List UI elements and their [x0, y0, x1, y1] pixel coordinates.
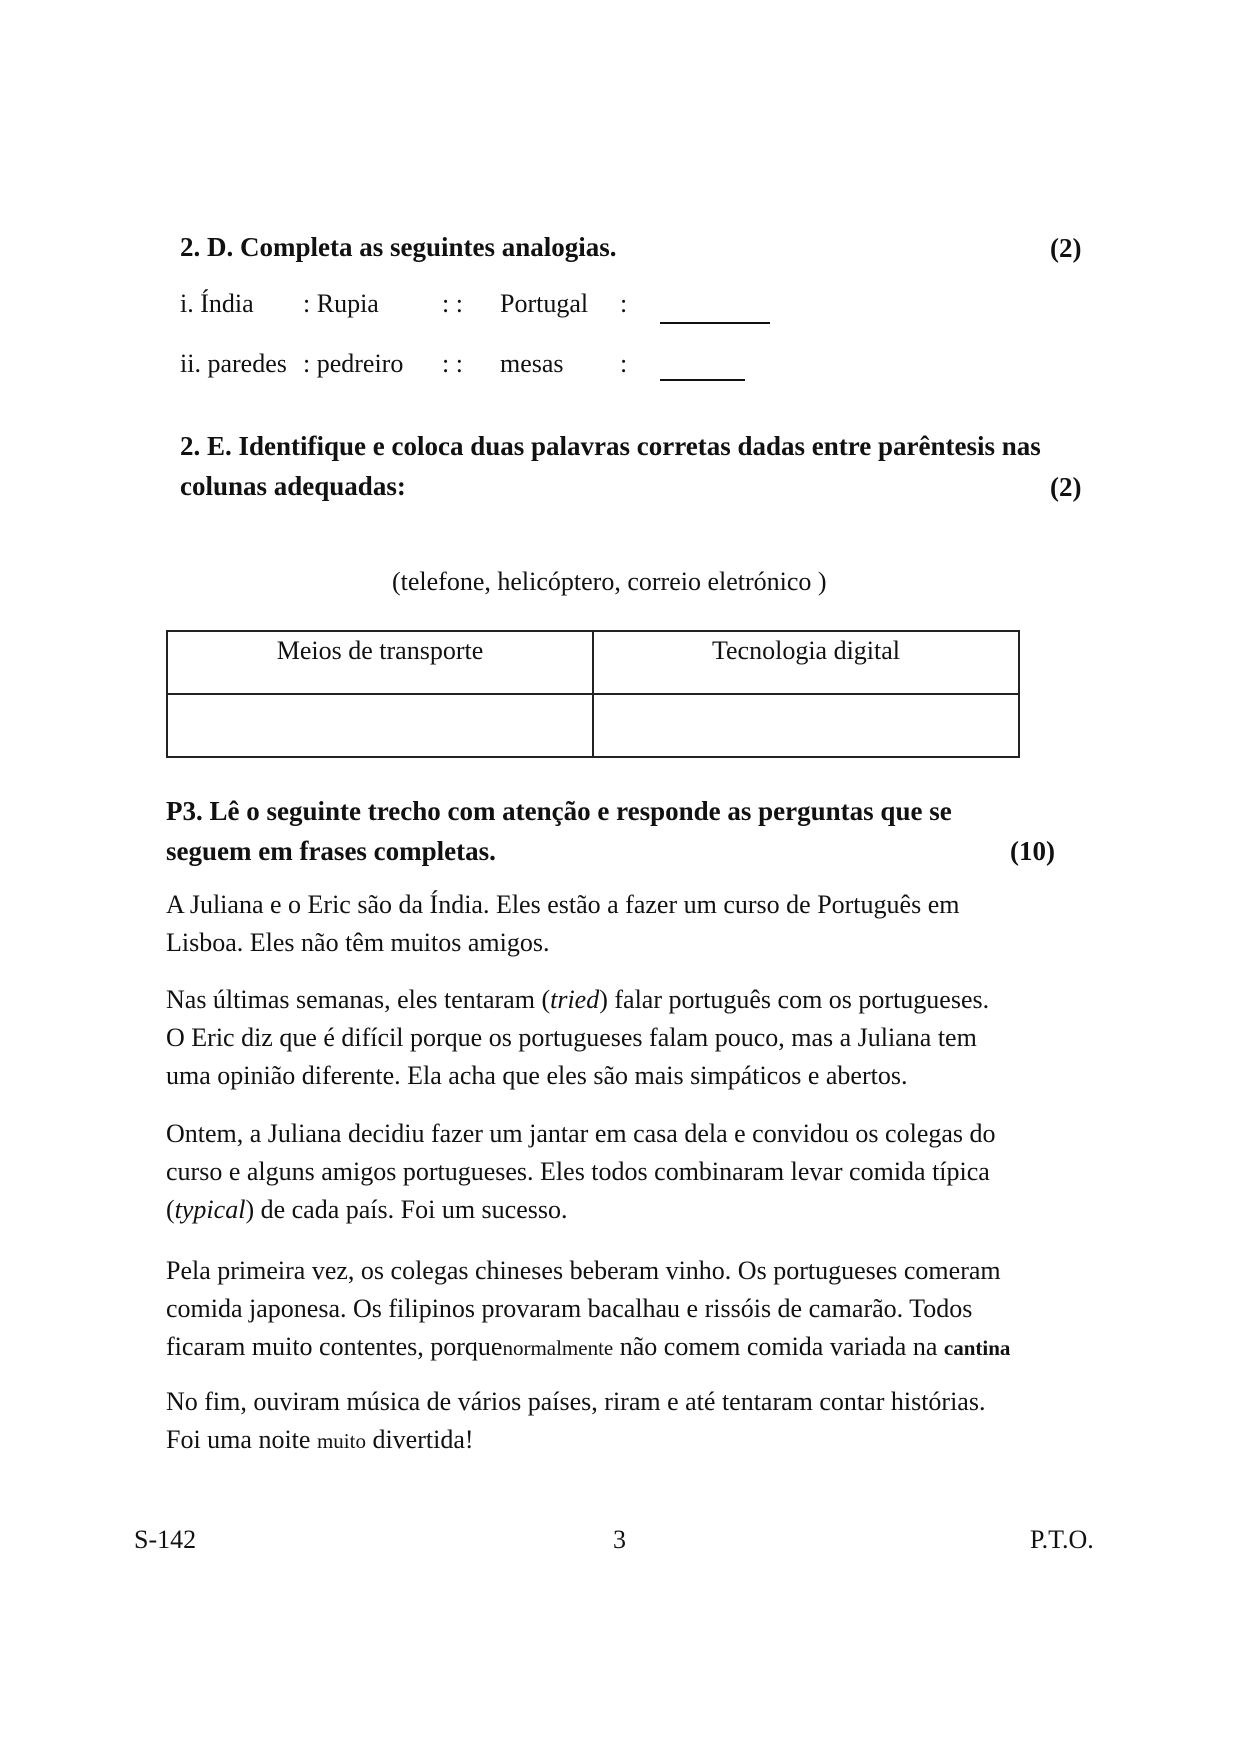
text-line: ficaram muito contentes, porquenormalmente não comem comida variada na cantina	[166, 1332, 1011, 1361]
analogy-term-b: : Rupia	[303, 289, 379, 318]
text-line: curso e alguns amigos portugueses. Eles todos combinaram levar comida típica	[166, 1157, 990, 1186]
text-line: Lisboa. Eles não têm muitos amigos.	[166, 928, 550, 957]
passage-paragraph-5	[166, 1383, 1096, 1460]
passage-paragraph-4	[166, 1252, 1086, 1367]
column-header-transport: Meios de transporte	[167, 631, 593, 694]
analogy-separator: : :	[442, 289, 463, 318]
q2e-heading-line-1: 2. E. Identifique e coloca duas palavras corretas dadas entre parêntesis nas	[180, 431, 1041, 461]
passage-paragraph-2	[166, 981, 1096, 1095]
analogy-colon: :	[620, 349, 628, 378]
text-line: O Eric diz que é difícil porque os portugueses falam pouco, mas a Juliana tem	[166, 1023, 977, 1052]
analogy-separator: : :	[442, 349, 463, 378]
q2e-heading-line-2: colunas adequadas:	[180, 471, 406, 501]
q2d-row-1	[180, 285, 254, 323]
please-turn-over: P.T.O.	[1030, 1525, 1094, 1554]
p3-heading-line-1: P3. Lê o seguinte trecho com atenção e responde as perguntas que se	[166, 796, 952, 826]
text-line: Foi uma noite muito divertida!	[166, 1425, 474, 1454]
text-line: comida japonesa. Os filipinos provaram bacalhau e rissóis de camarão. Todos	[166, 1294, 973, 1323]
answer-blank[interactable]	[660, 355, 745, 381]
q2d-marks: (2)	[1050, 233, 1082, 263]
answer-cell-digital[interactable]	[593, 694, 1019, 757]
text-line: Ontem, a Juliana decidiu fazer um jantar em casa dela e convidou os colegas do	[166, 1119, 996, 1148]
q2d-row-2	[180, 345, 287, 383]
text-line: Pela primeira vez, os colegas chineses beberam vinho. Os portugueses comeram	[166, 1256, 1001, 1285]
columns-table	[166, 630, 1020, 758]
p3-marks: (10)	[1010, 836, 1055, 866]
analogy-term-b: : pedreiro	[303, 349, 404, 378]
text-line: A Juliana e o Eric são da Índia. Eles estão a fazer um curso de Português em	[166, 890, 960, 919]
word-list: (telefone, helicóptero, correio eletrónico )	[392, 567, 827, 596]
text-line: No fim, ouviram música de vários países, riram e até tentaram contar histórias.	[166, 1387, 986, 1416]
answer-blank[interactable]	[660, 298, 770, 324]
q2d-heading: 2. D. Completa as seguintes analogias.	[180, 232, 617, 262]
analogy-term-c: mesas	[500, 349, 564, 378]
analogy-term-c: Portugal	[500, 289, 589, 318]
analogy-colon: :	[620, 289, 628, 318]
text-line: uma opinião diferente. Ela acha que eles são mais simpáticos e abertos.	[166, 1061, 908, 1090]
row-number: ii.	[180, 349, 201, 378]
analogy-term-a: paredes	[207, 349, 287, 378]
column-header-digital: Tecnologia digital	[593, 631, 1019, 694]
passage-paragraph-3	[166, 1115, 1096, 1229]
text-line: (typical) de cada país. Foi um sucesso.	[166, 1195, 568, 1224]
page-number: 3	[613, 1525, 626, 1554]
analogy-term-a: Índia	[200, 289, 254, 318]
p3-heading-line-2: seguem em frases completas.	[166, 836, 496, 866]
exam-code: S-142	[134, 1525, 197, 1554]
answer-cell-transport[interactable]	[167, 694, 593, 757]
passage-paragraph-1	[166, 886, 1096, 962]
q2e-marks: (2)	[1050, 472, 1082, 502]
row-number: i.	[180, 289, 194, 318]
text-line: Nas últimas semanas, eles tentaram (tried) falar português com os portugueses.	[166, 985, 990, 1014]
